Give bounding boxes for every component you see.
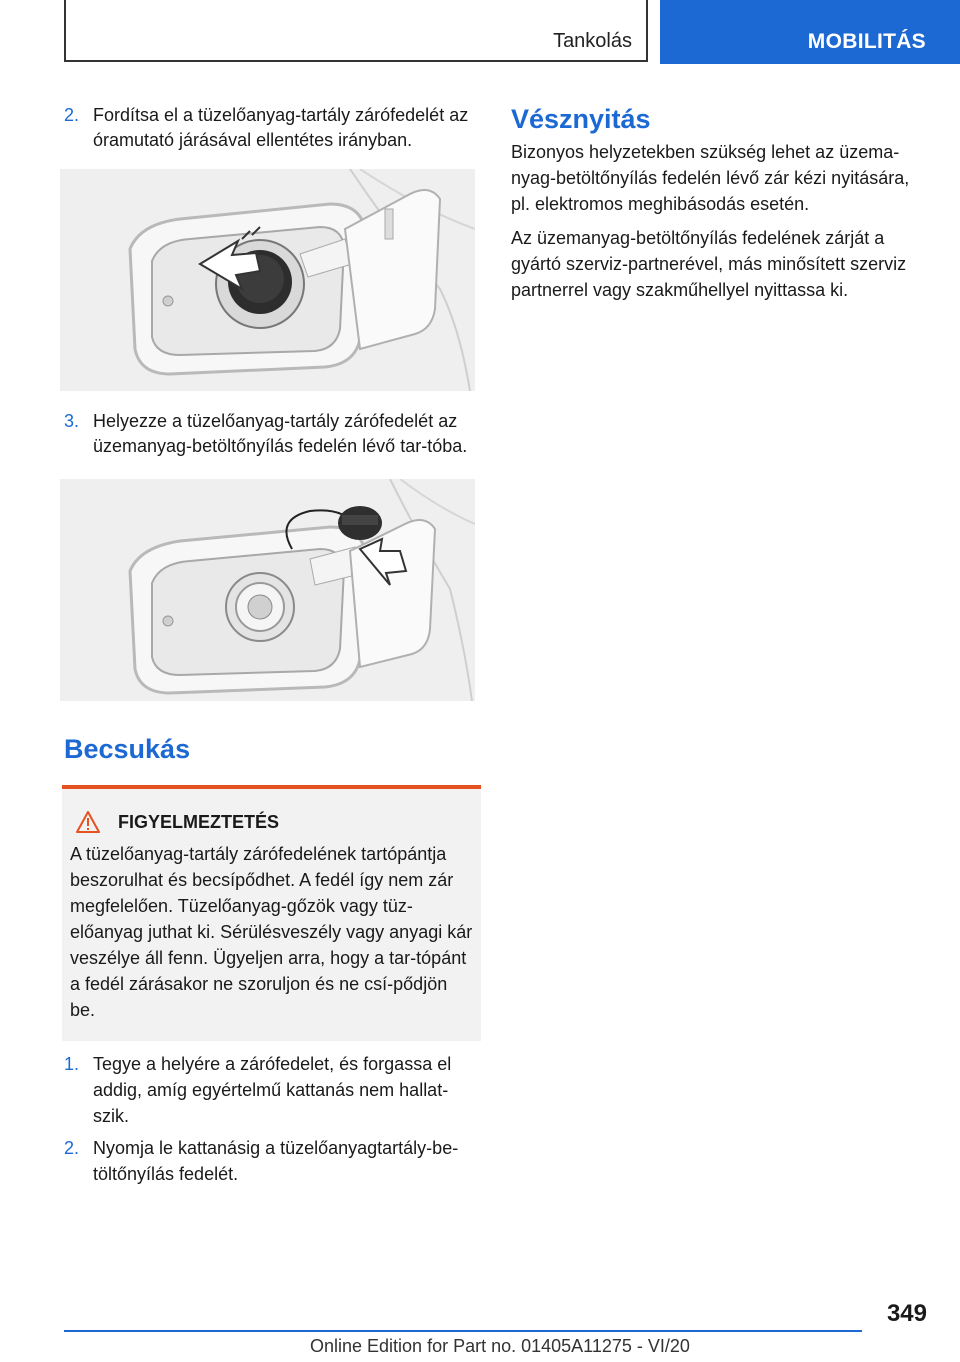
section-title: Tankolás (553, 30, 632, 52)
section-heading: Becsukás (64, 734, 191, 764)
step-number: 3. (64, 411, 80, 431)
header-chapter-box (660, 0, 960, 64)
step-item (64, 1051, 481, 1129)
paragraph: Bizonyos helyzetekben szükség lehet az üzema-nyag-betöltőnyílás fedelén lévő zár kézi nyitására, pl. elektromos meghibásodás esetén. (511, 142, 910, 214)
step-text: Tegye a helyére a zárófedelet, és forgassa el addig, amíg egyértelmű kattanás nem hallat-szik. (93, 1054, 452, 1126)
warning-header (70, 811, 473, 833)
warning-title: FIGYELMEZTETÉS (118, 811, 280, 832)
warning-triangle-icon (76, 811, 100, 833)
footer-edition-text: Online Edition for Part no. 01405A11275 - VI/20 (310, 1336, 690, 1356)
step-item (64, 409, 481, 459)
step-text: Fordítsa el a tüzelőanyag-tartály zárófedelét az óramutató járásával ellentétes irányban. (93, 105, 469, 150)
paragraph: Az üzemanyag-betöltőnyílás fedelének zárját a gyártó szerviz-partnerével, más minősített szerviz partnerrel vagy szakműhellyel nyittassa ki. (511, 228, 907, 300)
page-number: 349 (886, 1300, 927, 1327)
figure-cap-removal (60, 169, 475, 391)
header-section-box (64, 0, 648, 62)
right-column (511, 103, 931, 303)
step-item (64, 103, 481, 153)
warning-text: A tüzelőanyag-tartály zárófedelének tartópántja beszorulhat és becsípődhet. A fedél így nem zár megfelelően. Tüzelőanyag-gőzök vagy tüz-előanyag juthat ki. Sérülésveszély vagy anyagi kár veszélye áll fenn. Ügyeljen arra, hogy a tar-tópánt a fedél zárásakor ne szoruljon és ne csí-pődjön be. (70, 844, 473, 1020)
chapter-title: MOBILITÁS (807, 30, 926, 53)
figure-cap-holder (60, 479, 475, 701)
footer-rule (64, 1330, 862, 1332)
warning-box (62, 785, 481, 1041)
step-number: 1. (64, 1054, 80, 1074)
step-number: 2. (64, 105, 80, 125)
left-column (64, 103, 481, 1187)
step-item (64, 1135, 481, 1187)
step-text: Helyezze a tüzelőanyag-tartály zárófedelét az üzemanyag-betöltőnyílás fedelén lévő tar-tóba. (93, 411, 468, 456)
section-heading: Vésznyitás (511, 104, 651, 134)
step-number: 2. (64, 1138, 80, 1158)
step-text: Nyomja le kattanásig a tüzelőanyagtartály-be-töltőnyílás fedelét. (93, 1138, 459, 1184)
